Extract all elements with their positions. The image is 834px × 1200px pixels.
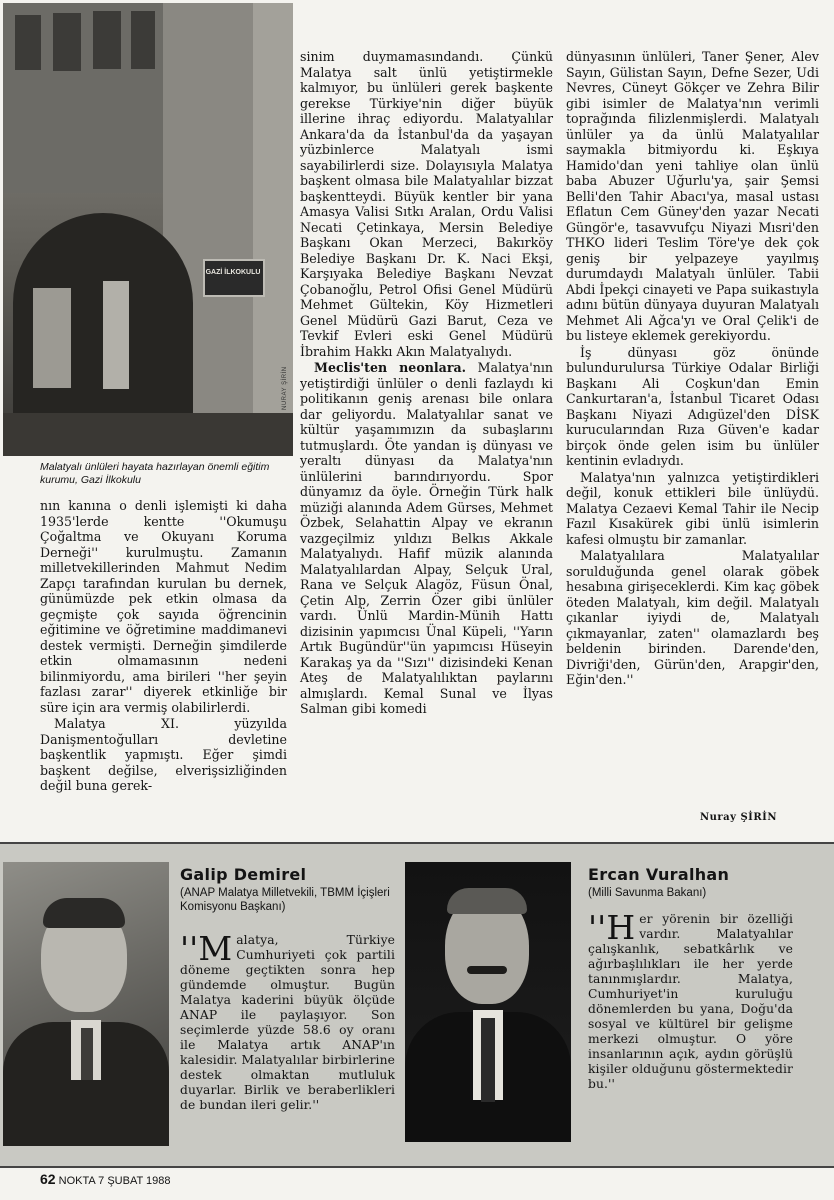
- page-number: 62: [40, 1171, 56, 1187]
- interviewee-name: Ercan Vuralhan: [588, 865, 730, 884]
- subheading: Meclis'ten neonlara.: [314, 360, 467, 375]
- school-photo: [3, 3, 293, 456]
- photo-credit: NURAY ŞİRİN: [282, 366, 288, 410]
- column-2: [300, 49, 553, 718]
- interviewee-role: (ANAP Malatya Milletvekili, TBMM İçişleri Komisyonu Başkanı): [180, 887, 390, 913]
- portrait-ercan-vuralhan: [405, 862, 571, 1142]
- portrait-galip-demirel: [3, 862, 169, 1146]
- photo-caption: Malatyalı ünlüleri hayata hazırlayan önemli eğitim kurumu, Gazi İlkokulu: [40, 461, 270, 486]
- dropcap: ''M: [180, 929, 233, 968]
- column-1: [40, 498, 287, 795]
- dropcap: ''H: [588, 908, 636, 947]
- paragraph: nın kanına o denli işlemişti ki daha 1935'lerde kentte ''Okumuşu Çoğaltma ve Okuyanı Koruma Derneği'' kurulmuştu. Zamanın milletvekillerinden Mahmut Nedim Zapçı tarafından kurulan bu dernek, günümüzde pek etkin olmasa da geçmişte çok sayıda öğrencinin eğitimine ve öğretimine maddimanevi destek vermişti. Derneğin şimdilerde etkin olmamasının nedeni bilinmiyordu, ama birileri ''her şeyin fazlası zarar'' diyerek etkinliğe bir süre için ara vermiş olabilirlerdi.: [40, 498, 287, 715]
- issue-date: NOKTA 7 ŞUBAT 1988: [58, 1175, 171, 1187]
- interview-quote: ''H er yörenin bir özelliği vardır. Malatyalılar çalışkanlık, sebatkârlık ve ağırbaşlılıkları ile her yerde tanınmışlardır. Malatya, Cumhuriyet'in kuruluğu dönemlerden bu yana, Doğu'da sosyal ve kültürel bir gelişme merkezi olmuştur. O yöre insanlarının açık, aydın görüşlü kişiler olduğunu göstermektedir bu.'': [588, 908, 793, 1091]
- paragraph: Malatya'nın yalnızca yetiştirdikleri değil, konuk ettikleri bile ünlüydü. Malatya Cezaevi Kemal Tahir ile Necip Fazıl Kısakürek gibi ünlü isimlerin kafesi olmuştu bir zamanlar.: [566, 469, 819, 547]
- school-sign: [203, 259, 265, 297]
- paragraph: İş dünyası göz önünde bulundurulursa Türkiye Odalar Birliği Başkanı Ali Coşkun'dan Emin Cankurtaran'a, İstanbul Ticaret Odası Başkanı Niyazi Adıgüzel'den DİSK kurucularından Rıza Güven'e kadar birçok önde gelen isim bu ünlüler kentinin evladıydı.: [566, 344, 819, 468]
- paragraph: sinim duymamasındandı. Çünkü Malatya salt ünlü yetiştirmekle kalmıyor, bu ünlüleri gerek başkente gerekse Türkiye'nin diğer büyük illerine ihraç ediyordu. Malatyalılar Ankara'da da İstanbul'da da yaşayan yüzbinlerce Malatyalı ismi sayabilirlerdi size. Dolayısıyla Malatya başkent olmasa bile Malatyalılar bizzat başkentteydi. Büyük kentler bir yana Amasya Valisi Sıtkı Aralan, Ordu Valisi Necati Çetinkaya, Mersin Belediye Başkanı Okan Merzeci, Bakırköy Belediye Başkanı Dr. K. Naci Ekşi, Karşıyaka Belediye Başkanı Nevzat Çobanoğlu, Petrol Ofisi Genel Müdürü Mehmet Gültekin, Köy Hizmetleri Genel Müdürü Gazi Barut, Ceza ve Tevkif Evleri eski Genel Müdürü İbrahim Hakkı Akın Malatyalıydı.: [300, 49, 553, 359]
- interviewee-name: Galip Demirel: [180, 865, 307, 884]
- interviewee-role: (Milli Savunma Bakanı): [588, 887, 707, 899]
- paragraph: dünyasının ünlüleri, Taner Şener, Alev Sayın, Gülistan Sayın, Defne Sezer, Udi Nevres, Cüneyt Gökçer ve Zehra Bilir gibi isimler de Malatya'nın verimli toprağında filizlenmişlerdi. Malatyalı ünlüler ya da ünlü Malatyalılar saymakla bitmiyordu ki. Eşkıya Hamido'dan yeni tahliye olan ünlü baba Abuzer Uğurlu'ya, şair Şemsi Belli'den Tahir Abacı'ya, masal ustası Eflatun Cem Güney'den yazar Necati Güngör'e, tasavvufçu Niyazi Mısri'den THKO lideri Teslim Töre'ye dek çok geniş bir yelpazeye yayılmış durumdaydı Malatyalı ünlüler. Tabii Abdi İpekçi cinayeti ve Papa suikastıyla adını bütün dünyaya duyuran Malatyalı Mehmet Ali Ağca'yı ve Oral Çelik'i de bu listeye eklemek gerekiyordu.: [566, 49, 819, 343]
- sign-text: GAZİ İLKOKULU: [205, 269, 261, 276]
- paragraph: Malatya XI. yüzyılda Danişmentoğulları devletine başkentlik yapmıştı. Eğer şimdi başkent değilse, elverişsizliğinden değil buna gerek-: [40, 716, 287, 793]
- author-byline: Nuray ŞİRİN: [700, 812, 777, 823]
- paragraph: Malatyalılara Malatyalılar sorulduğunda genel olarak göbek hesabına girişeceklerdi. Kim kaç göbek öteden Malatyalı, kim değil. Malatyalı çıkanlar iyiydi de, Malatyalı çıkmayanlar, zaten'' olamazlardı beş beldenin birinden. Darende'den, Divriği'den, Gürün'den, Arapgir'den, Eğin'den.'': [566, 548, 819, 687]
- page-footer: [40, 1171, 171, 1187]
- paragraph: Meclis'ten neonlara. Malatya'nın yetiştirdiği ünlüler o denli fazlaydı ki politikanın geniş arenası bile onlara dar geliyordu. Malatyalılar sanat ve kültür yaşamımızın da subaşlarını tutmuşlardı. Öte yandan iş dünyası ve yeraltı dünyası da Malatya'nın ünlülerini barındırıyordu. Spor dünyamız da öyle. Örneğin Türk halk müziği alanında Adem Gürses, Mehmet Özbek, Selahattin Alpay ve ekranın vazgeçilmiz yıldızı Belkıs Akkale Malatyalıydı. Hafif müzik alanında Malatyalılardan Alpay, Selçuk Ural, Rana ve Selçuk Alagöz, Füsun Önal, Çetin Alp, Zerrin Özer gibi ünlüler vardı. Ünlü Mardin-Münih Hattı dizisinin yapımcısı Ünal Küpeli, ''Yarın Artık Bugündür''ün yapımcısı Hüseyin Karakaş ya da ''Sızı'' dizisindeki Kenan Ateş de Malatyalılıktan paylarını almışlardı. Kemal Sunal ve İlyas Salman gibi komedi: [300, 360, 554, 716]
- column-3: [566, 49, 819, 689]
- interview-quote: ''M alatya, Türkiye Cumhuriyeti çok partili döneme geçtikten sonra hep gündemde olmuştur. Bugün Malatya kaderini büyük ölçüde ANAP ile paylaşıyor. Son seçimlerde yüzde 58.6 oy oranı ile Malatya artık ANAP'ın kalesidir. Malatyalılar birbirlerine destek olmaktan mutluluk duyarlar. Birlik ve beraberlikleri de bundan ileri gelir.'': [180, 929, 395, 1112]
